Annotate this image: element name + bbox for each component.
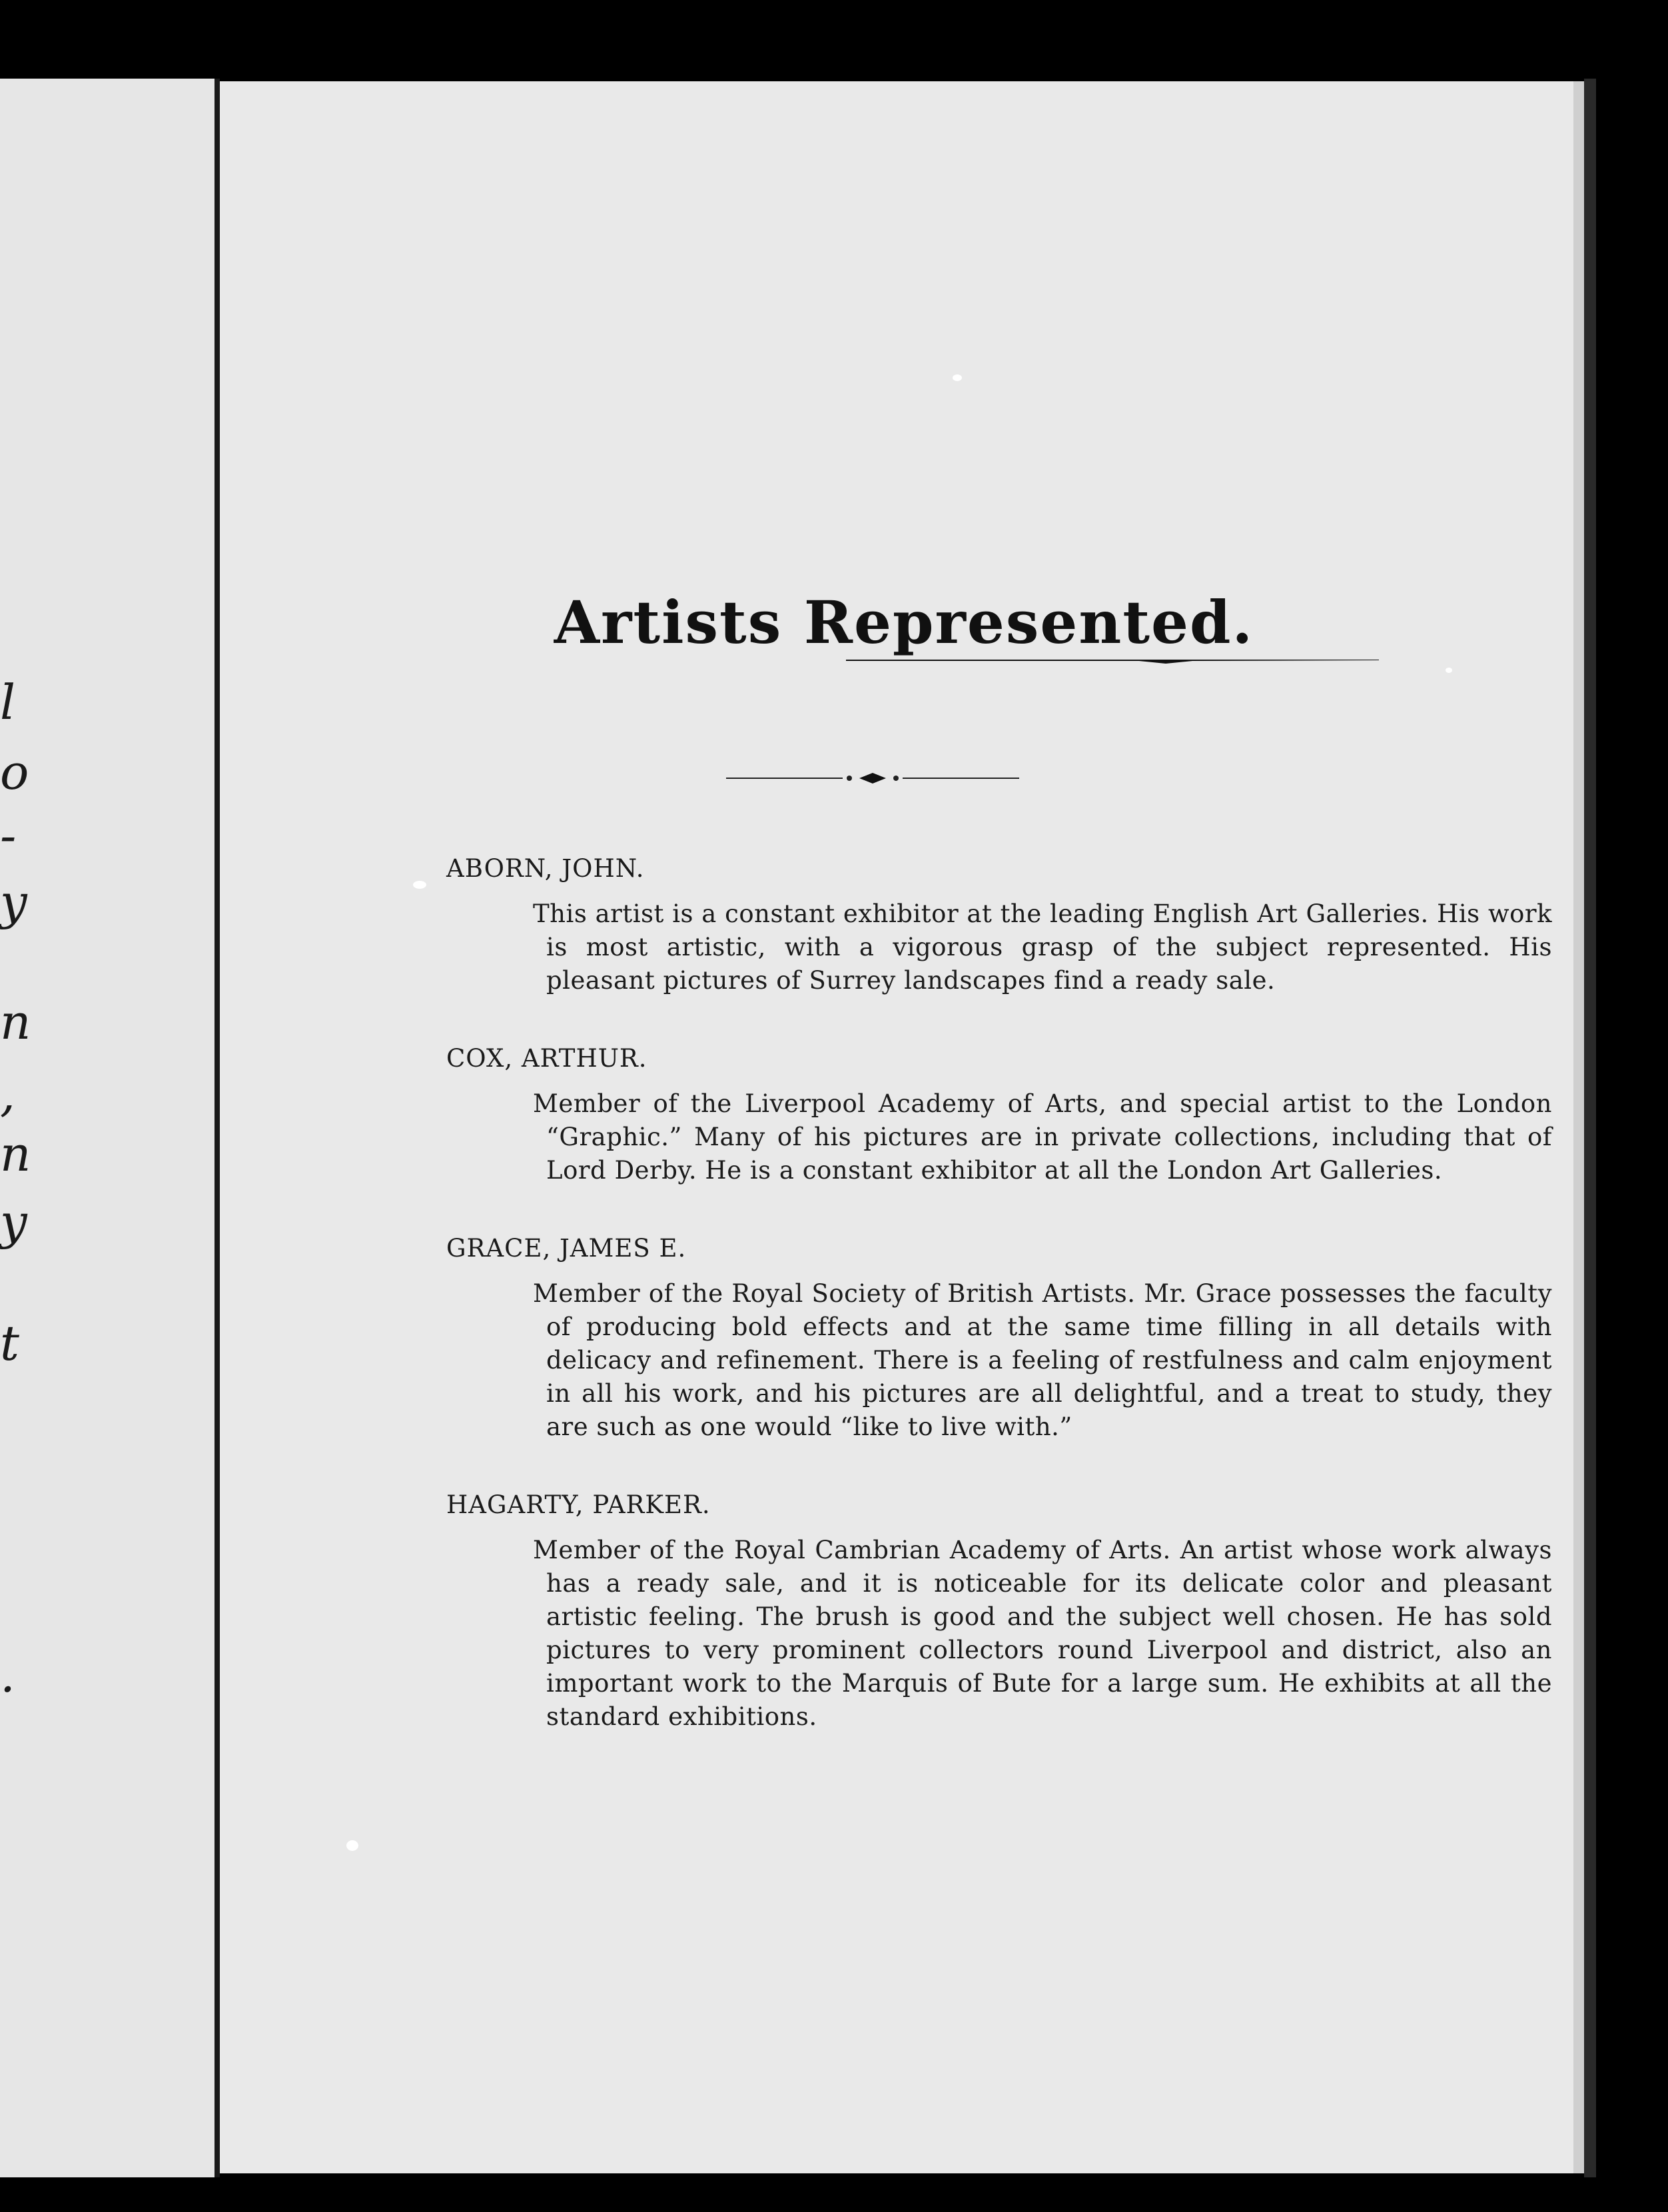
page-edge-shadow: [1573, 81, 1584, 2173]
fragment-7: n: [0, 1126, 31, 1182]
fragment-9: t: [0, 1315, 19, 1371]
artist-list: [446, 854, 1552, 1780]
artist-name: COX, ARTHUR.: [446, 1044, 647, 1073]
book-gutter: [214, 79, 220, 2177]
fragment-10: .: [0, 1647, 15, 1703]
artist-name: ABORN, JOHN.: [446, 854, 645, 883]
fragment-5: n: [0, 994, 31, 1050]
artist-entry: [446, 854, 1552, 997]
artist-entry: [446, 1490, 1552, 1734]
fragment-3: -: [0, 808, 17, 863]
artist-entry: [446, 1234, 1552, 1444]
ornamental-divider: [726, 765, 1019, 792]
scan-speck: [1446, 668, 1452, 673]
page: [220, 81, 1588, 2173]
artist-name: GRACE, JAMES E.: [446, 1234, 687, 1263]
artist-description: Member of the Royal Cambrian Academy of Arts. An artist whose work always has a ready sale, and it is noticeable for its delicate color and pleasant artistic feeling. The brush is good and the subject well chosen. He has sold pictures to very prominent collectors round Liverpool and district, also an important work to the Marquis of Bute for a large sum. He exhibits at all the standard exhibitions.: [533, 1536, 1552, 1731]
title-flourish: [846, 658, 1379, 664]
artist-entry: [446, 1044, 1552, 1187]
artist-name: HAGARTY, PARKER.: [446, 1490, 711, 1519]
fragment-2: o: [0, 744, 29, 800]
fragment-1: l: [0, 674, 16, 730]
artist-description: Member of the Royal Society of British Artists. Mr. Grace possesses the faculty of producing bold effects and at the same time filling in all details with delicacy and refinement. There is a feeling of restfulness and calm enjoyment in all his work, and his pictures are all delightful, and a treat to study, they are such as one would “like to live with.”: [533, 1279, 1552, 1441]
facing-page-fragment: [0, 79, 214, 2177]
page-title: Artists Represented.: [554, 588, 1254, 657]
fragment-8: y: [0, 1194, 27, 1250]
scan-speck: [413, 881, 426, 889]
artist-description: This artist is a constant exhibitor at the leading English Art Galleries. His work is most artistic, with a vigorous grasp of the subject represented. His pleasant pictures of Surrey landscapes find a ready sale.: [533, 899, 1552, 995]
fragment-6: ,: [0, 1066, 15, 1122]
scan-speck: [346, 1840, 358, 1851]
facing-page-text-fragments: [0, 79, 214, 2177]
fragment-4: y: [0, 874, 27, 930]
artist-description: Member of the Liverpool Academy of Arts, and special artist to the London “Graphic.” Many of his pictures are in private collections, including that of Lord Derby. He is a constant exhibitor at all the London Art Galleries.: [533, 1089, 1552, 1185]
page-edge: [1584, 79, 1596, 2177]
scan-speck: [953, 374, 962, 381]
